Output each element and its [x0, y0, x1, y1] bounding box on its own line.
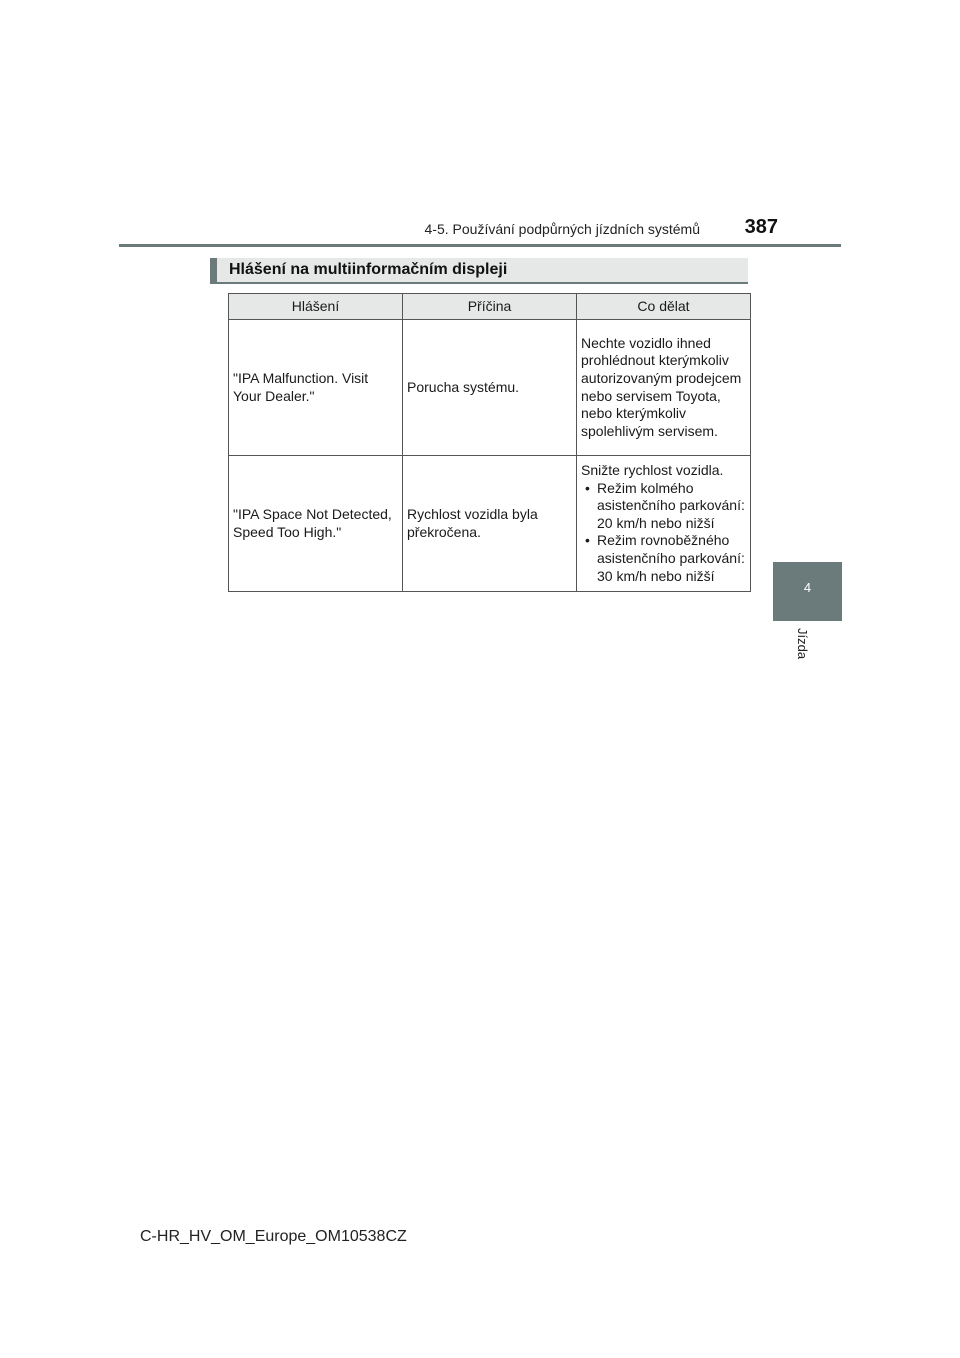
header-rule	[119, 244, 841, 247]
cell-cause: Porucha systému.	[403, 320, 577, 456]
cell-cause: Rychlost vozidla byla překročena.	[403, 456, 577, 592]
column-header-action: Co dělat	[577, 294, 751, 320]
column-header-cause: Příčina	[403, 294, 577, 320]
action-bullet-list	[581, 480, 746, 586]
action-intro: Snižte rychlost vozidla.	[581, 462, 724, 478]
action-bullet: • Režim kolmého asistenčního parkování: 20 km/h nebo nižší	[581, 480, 746, 533]
section-heading: Hlášení na multiinformačním displeji	[229, 261, 508, 278]
action-bullet: • Režim rovnoběžného asistenčního parkování: 30 km/h nebo nižší	[581, 532, 746, 585]
table-row	[229, 456, 751, 592]
column-header-message: Hlášení	[229, 294, 403, 320]
cell-action	[577, 456, 751, 592]
cell-action: Nechte vozidlo ihned prohlédnout kterýmkoliv autorizovaným prodejcem nebo servisem Toyota, nebo kterýmkoliv spolehlivým servisem.	[577, 320, 751, 456]
chapter-tab-label: Jízda	[795, 628, 810, 660]
messages-table	[228, 293, 751, 592]
table-row	[229, 320, 751, 456]
page-number: 387	[744, 216, 778, 238]
section-heading-bar	[210, 258, 748, 284]
chapter-tab	[773, 562, 842, 621]
chapter-tab-number: 4	[803, 580, 812, 595]
header-section-title: 4-5. Používání podpůrných jízdních systémů	[424, 221, 700, 237]
footer-doc-id: C-HR_HV_OM_Europe_OM10538CZ	[140, 1228, 407, 1245]
cell-message: "IPA Malfunction. Visit Your Dealer."	[229, 320, 403, 456]
table-header-row	[229, 294, 751, 320]
cell-message: "IPA Space Not Detected, Speed Too High."	[229, 456, 403, 592]
